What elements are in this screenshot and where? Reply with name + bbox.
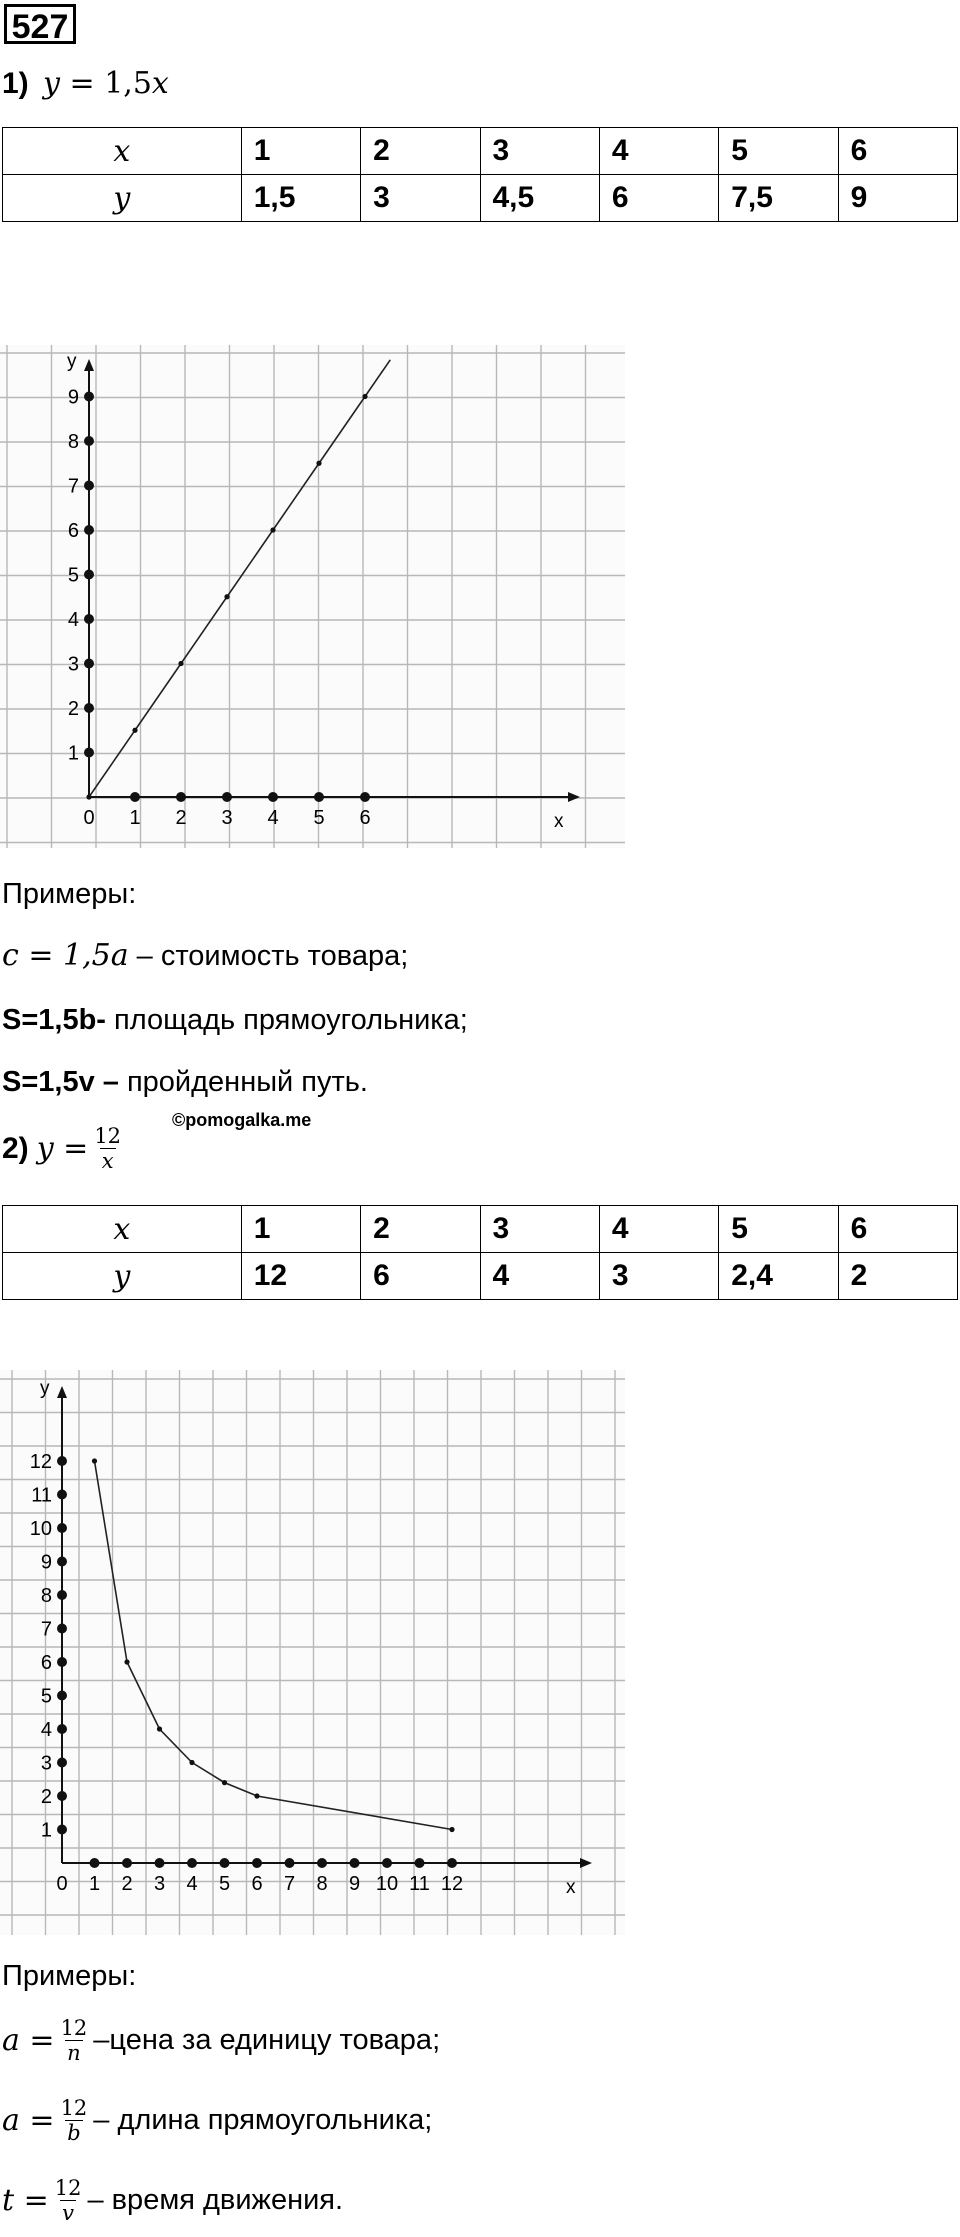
data-point — [224, 594, 229, 599]
table-cell: 3 — [599, 1253, 718, 1300]
data-point — [124, 1659, 129, 1664]
y-tick-label: 11 — [31, 1484, 52, 1507]
x-axis-dot — [314, 792, 324, 802]
x-tick-label: 6 — [359, 807, 371, 829]
table-cell: 3 — [361, 175, 480, 222]
y-tick-label: 1 — [67, 742, 79, 765]
example-1-formula: c = 1,5a — [2, 938, 129, 973]
fraction-denominator: b — [67, 2121, 81, 2145]
y-axis-dot — [84, 525, 94, 535]
y-tick-label: 3 — [67, 653, 79, 676]
part1-eq-lhs: y = — [43, 66, 105, 101]
table-cell: 4 — [599, 128, 718, 175]
y-axis-dot — [84, 614, 94, 624]
part1-number: 1) — [2, 67, 29, 100]
x-tick-label: 4 — [267, 807, 279, 829]
x-axis-dot — [317, 1858, 327, 1868]
part1-eq-coef: 1,5 — [104, 66, 152, 101]
x-tick-label: 1 — [129, 807, 141, 829]
table-cell: 5 — [719, 1206, 838, 1253]
part2-example-3 — [2, 2176, 343, 2225]
x-tick-label: 9 — [348, 1873, 361, 1895]
part1-eq-var: x — [151, 66, 169, 101]
table-row-y — [3, 1253, 958, 1300]
x-axis-dot — [285, 1858, 295, 1868]
part2-example-1 — [2, 2016, 440, 2065]
example-2-lhs: a = — [2, 2103, 55, 2138]
y-axis-dot — [57, 1791, 67, 1801]
part1-equation — [43, 66, 169, 101]
example-1-text: –цена за единицу товара; — [93, 2024, 441, 2056]
y-axis-dot — [84, 481, 94, 491]
x-axis-dot — [130, 792, 140, 802]
x-tick-label: 6 — [251, 1873, 263, 1895]
y-axis-dot — [57, 1724, 67, 1734]
y-axis-dot — [57, 1456, 67, 1466]
y-axis-dot — [57, 1557, 67, 1567]
y-axis-dot — [57, 1825, 67, 1835]
y-axis-dot — [84, 570, 94, 580]
table-cell: 2 — [361, 1206, 480, 1253]
x-tick-label: 8 — [316, 1873, 328, 1895]
x-tick-label: 10 — [375, 1873, 399, 1895]
x-tick-label: 3 — [221, 807, 233, 829]
table-y-label: y — [3, 1253, 242, 1300]
x-tick-label: 11 — [409, 1873, 430, 1895]
y-tick-label: 5 — [67, 564, 79, 587]
data-point — [270, 527, 275, 532]
fraction-numerator: 12 — [60, 2096, 88, 2120]
y-axis-dot — [84, 748, 94, 758]
y-tick-label: 1 — [40, 1819, 52, 1842]
x-axis-dot — [382, 1858, 392, 1868]
table-cell: 1,5 — [241, 175, 360, 222]
y-tick-label: 4 — [40, 1719, 52, 1741]
x-tick-label: 5 — [313, 807, 325, 829]
x-axis-dot — [350, 1858, 360, 1868]
y-tick-label: 4 — [67, 609, 79, 631]
x-tick-label: 2 — [175, 807, 187, 829]
fraction-numerator: 12 — [60, 2016, 88, 2040]
table-cell: 2 — [838, 1253, 957, 1300]
data-point — [316, 461, 321, 466]
part2-eq-fraction — [92, 1124, 123, 1173]
x-axis-dot — [187, 1858, 197, 1868]
x-tick-label: 12 — [440, 1873, 464, 1895]
example-2-text: площадь прямоугольника; — [105, 1004, 468, 1036]
x-axis-dot — [360, 792, 370, 802]
y-axis-dot — [84, 436, 94, 446]
part1-example-2 — [2, 1004, 468, 1037]
table-x-label: x — [3, 128, 242, 175]
table-cell: 3 — [480, 128, 599, 175]
y-tick-label: 2 — [40, 1786, 52, 1808]
chart-linear-svg — [0, 345, 625, 848]
y-axis-dot — [57, 1657, 67, 1667]
example-1-text: – стоимость товара; — [128, 940, 409, 972]
x-axis-dot — [122, 1858, 132, 1868]
table-cell: 5 — [719, 128, 838, 175]
x-axis-dot — [90, 1858, 100, 1868]
fraction-numerator: 12 — [94, 1124, 122, 1148]
y-axis-dot — [57, 1691, 67, 1701]
x-tick-label: 0 — [56, 1873, 68, 1895]
y-axis-label: y — [40, 1378, 50, 1399]
example-1-lhs: a = — [2, 2023, 55, 2058]
task-number: 527 — [4, 4, 76, 44]
y-axis-dot — [57, 1523, 67, 1533]
x-axis-label: x — [554, 811, 564, 832]
y-tick-label: 3 — [40, 1752, 52, 1775]
x-axis-dot — [252, 1858, 262, 1868]
table-cell: 6 — [838, 1206, 957, 1253]
x-tick-label: 2 — [121, 1873, 133, 1895]
x-axis-dot — [222, 792, 232, 802]
part2-heading — [2, 1124, 127, 1173]
table-cell: 6 — [838, 128, 957, 175]
y-tick-label: 7 — [67, 475, 79, 498]
data-point — [178, 661, 183, 666]
y-tick-label: 6 — [40, 1652, 52, 1674]
example-3-fraction — [53, 2176, 84, 2225]
x-tick-label: 0 — [83, 807, 95, 829]
y-tick-label: 12 — [29, 1451, 52, 1473]
data-point — [92, 1458, 97, 1463]
x-tick-label: 7 — [283, 1873, 296, 1895]
table-cell: 6 — [361, 1253, 480, 1300]
x-axis-dot — [155, 1858, 165, 1868]
y-tick-label: 8 — [40, 1585, 52, 1607]
series-line — [95, 1461, 453, 1830]
series-line-extension — [365, 360, 390, 397]
table-x-label: x — [3, 1206, 242, 1253]
table-cell: 1 — [241, 128, 360, 175]
y-axis-dot — [84, 392, 94, 402]
chart-hyperbola-svg — [0, 1370, 625, 1935]
x-tick-label: 1 — [88, 1873, 101, 1895]
data-point — [254, 1793, 259, 1798]
x-axis-dot — [220, 1858, 230, 1868]
example-2-text: – длина прямоугольника; — [93, 2104, 433, 2136]
table-cell: 4,5 — [480, 175, 599, 222]
part1-examples-title: Примеры: — [2, 878, 137, 910]
table-cell: 4 — [480, 1253, 599, 1300]
data-point — [449, 1827, 454, 1832]
part2-values-table — [2, 1205, 958, 1300]
y-tick-label: 8 — [67, 431, 79, 453]
fraction-denominator: v — [62, 2201, 75, 2225]
table-y-label: y — [3, 175, 242, 222]
table-cell: 1 — [241, 1206, 360, 1253]
y-axis-dot — [84, 659, 94, 669]
table-cell: 4 — [599, 1206, 718, 1253]
example-3-text: пройденный путь. — [118, 1066, 368, 1098]
chart-linear — [0, 345, 625, 848]
part1-heading — [2, 66, 169, 101]
table-cell: 2 — [361, 128, 480, 175]
x-axis-label: x — [566, 1877, 576, 1898]
part2-number: 2) — [2, 1131, 29, 1165]
fraction-denominator: n — [67, 2041, 81, 2065]
data-point — [157, 1726, 162, 1731]
part1-values-table — [2, 127, 958, 222]
example-2-formula: S=1,5b- — [2, 1004, 106, 1036]
x-tick-label: 5 — [218, 1873, 231, 1895]
example-3-formula: S=1,5v – — [2, 1066, 119, 1098]
example-3-text: – время движения. — [87, 2184, 344, 2216]
example-1-fraction — [59, 2016, 90, 2065]
x-axis-arrow — [580, 1858, 592, 1868]
x-tick-label: 3 — [153, 1873, 166, 1895]
y-axis-dot — [57, 1490, 67, 1500]
y-axis-arrow — [84, 359, 94, 371]
x-tick-label: 4 — [186, 1873, 198, 1895]
y-axis-label: y — [67, 351, 77, 372]
part1-example-1 — [2, 938, 408, 973]
fraction-numerator: 12 — [54, 2176, 82, 2200]
x-axis-dot — [268, 792, 278, 802]
copyright-watermark: ©pomogalka.me — [172, 1110, 312, 1130]
data-point — [222, 1780, 227, 1785]
x-axis-dot — [176, 792, 186, 802]
y-axis-dot — [84, 703, 94, 713]
y-tick-label: 5 — [40, 1685, 52, 1708]
example-2-fraction — [59, 2096, 90, 2145]
data-point — [362, 394, 367, 399]
table-cell: 9 — [838, 175, 957, 222]
part2-examples-title: Примеры: — [2, 1960, 137, 1992]
part1-example-3 — [2, 1066, 368, 1099]
y-tick-label: 9 — [67, 386, 79, 409]
part2-eq-lhs: y = — [36, 1131, 89, 1166]
y-tick-label: 10 — [29, 1518, 52, 1540]
y-axis-arrow — [57, 1386, 67, 1398]
part2-example-2 — [2, 2096, 432, 2145]
table-cell: 7,5 — [719, 175, 838, 222]
y-tick-label: 2 — [67, 698, 79, 720]
y-axis-dot — [57, 1624, 67, 1634]
example-3-lhs: t = — [2, 2183, 49, 2218]
y-tick-label: 6 — [67, 520, 79, 542]
x-axis-dot — [415, 1858, 425, 1868]
x-axis-dot — [447, 1858, 457, 1868]
y-axis-dot — [57, 1758, 67, 1768]
y-tick-label: 9 — [40, 1551, 52, 1574]
table-cell: 3 — [480, 1206, 599, 1253]
data-point — [189, 1760, 194, 1765]
data-point — [132, 728, 137, 733]
table-cell: 12 — [241, 1253, 360, 1300]
table-cell: 2,4 — [719, 1253, 838, 1300]
x-axis-arrow — [568, 792, 580, 802]
table-cell: 6 — [599, 175, 718, 222]
table-row-x — [3, 1206, 958, 1253]
fraction-denominator: x — [101, 1149, 114, 1173]
y-tick-label: 7 — [40, 1618, 52, 1641]
chart-hyperbola — [0, 1370, 625, 1935]
table-row-y — [3, 175, 958, 222]
data-point — [86, 794, 91, 799]
table-row-x — [3, 128, 958, 175]
y-axis-dot — [57, 1590, 67, 1600]
